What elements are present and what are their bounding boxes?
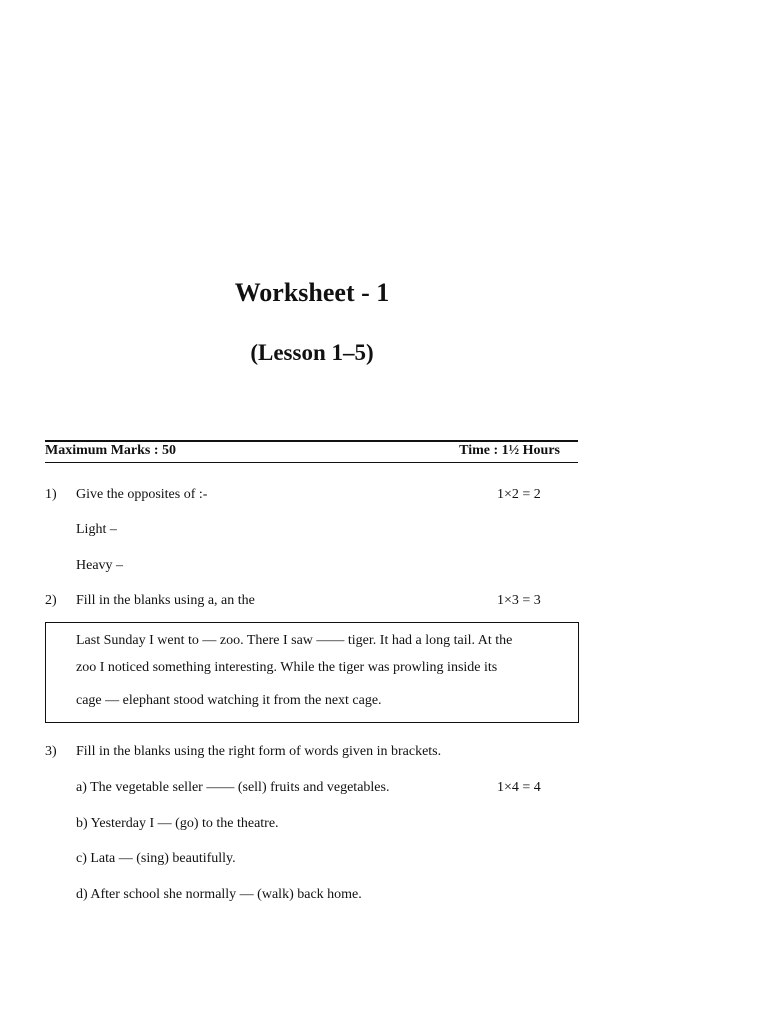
q1-item-heavy: Heavy – — [76, 558, 124, 573]
q2-number: 2) — [45, 593, 57, 608]
q1-prompt: Give the opposites of :- — [76, 487, 208, 502]
q1-number: 1) — [45, 487, 57, 502]
lesson-subtitle: (Lesson 1–5) — [250, 340, 374, 365]
q2-passage-line: Last Sunday I went to — zoo. There I saw —— tiger. It had a long tail. At the — [76, 633, 513, 648]
q2-prompt: Fill in the blanks using a, an the — [76, 593, 255, 608]
marks-time-bar — [45, 440, 578, 463]
q3-item-c: c) Lata — (sing) beautifully. — [76, 851, 236, 866]
q3-item-b: b) Yesterday I — (go) to the theatre. — [76, 816, 279, 831]
worksheet-title: Worksheet - 1 — [234, 278, 390, 307]
time-allowed: Time : 1½ Hours — [459, 443, 560, 458]
q3-number: 3) — [45, 744, 57, 759]
q1-item-light: Light – — [76, 522, 117, 537]
q1-marks: 1×2 = 2 — [497, 487, 541, 502]
q3-item-d: d) After school she normally — (walk) back home. — [76, 887, 362, 902]
q3-item-a: a) The vegetable seller —— (sell) fruits and vegetables. — [76, 780, 390, 795]
q3-marks: 1×4 = 4 — [497, 780, 541, 795]
maximum-marks: Maximum Marks : 50 — [45, 443, 177, 458]
q2-passage-box — [45, 622, 579, 723]
q2-passage-line: cage — elephant stood watching it from the next cage. — [76, 693, 382, 708]
q2-marks: 1×3 = 3 — [497, 593, 541, 608]
q3-prompt: Fill in the blanks using the right form of words given in brackets. — [76, 744, 442, 759]
q2-passage-line: zoo I noticed something interesting. While the tiger was prowling inside its — [76, 660, 498, 675]
